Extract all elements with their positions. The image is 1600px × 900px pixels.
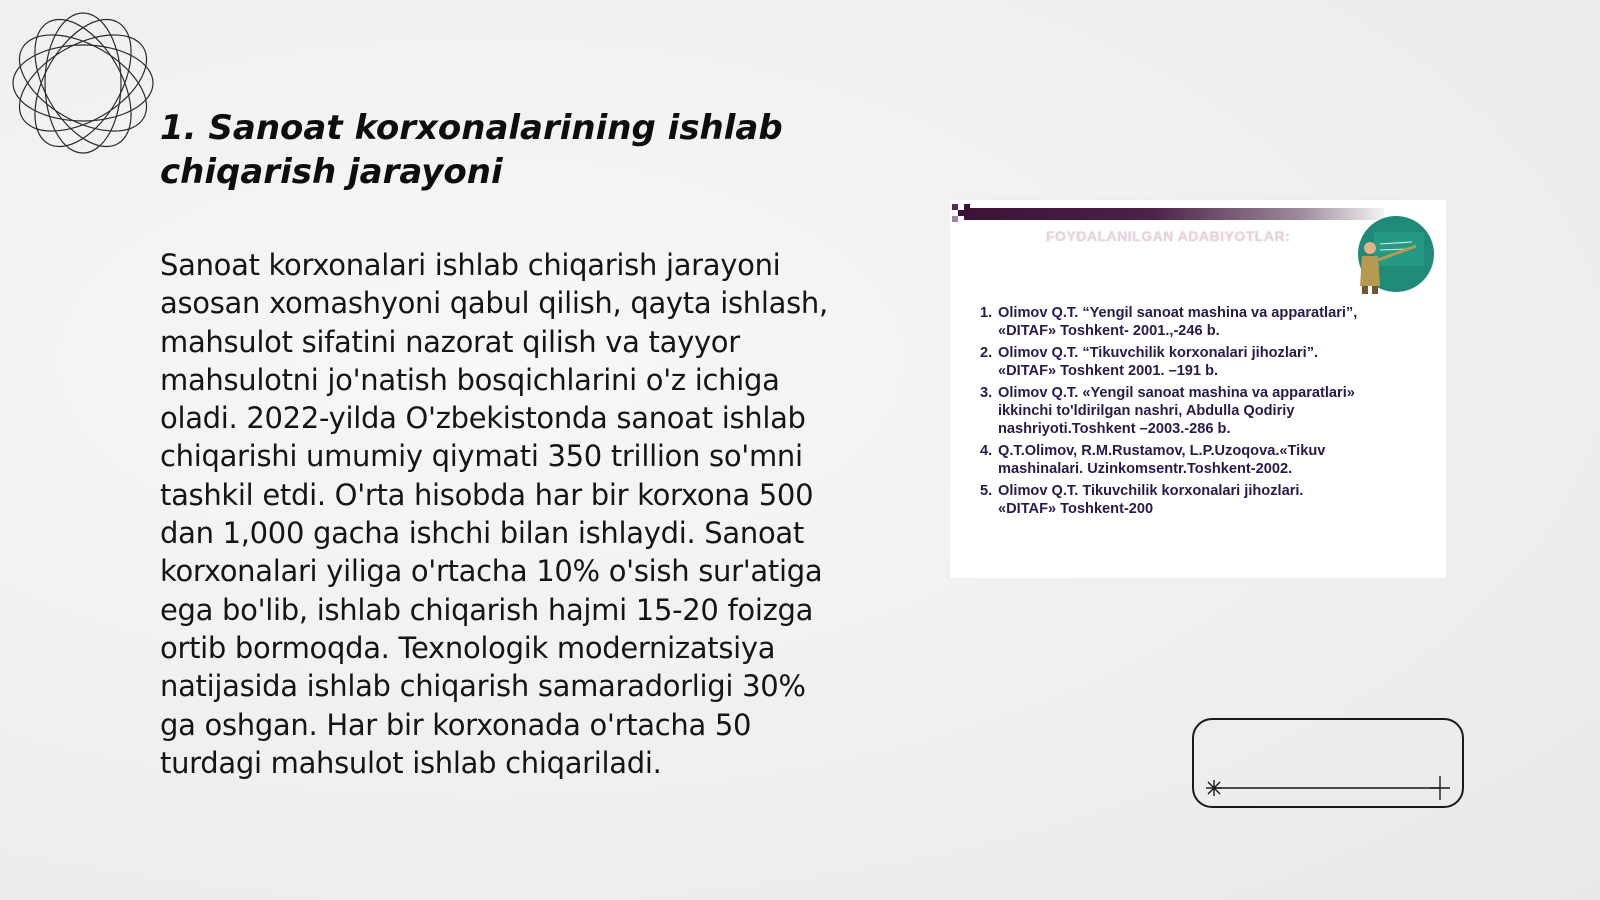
reference-item [980, 482, 1430, 518]
reference-number: 5. [980, 483, 993, 499]
reference-item [980, 384, 1430, 438]
references-heading: FOYDALANILGAN ADABIYOTLAR: [1046, 228, 1291, 244]
sparkle-line-frame-icon [1192, 774, 1464, 804]
reference-text: Olimov Q.T. Tikuvchilik korxonalari jihozlari. «DITAF» Toshkent-200 [998, 483, 1304, 517]
reference-number: 2. [980, 345, 993, 361]
reference-number: 4. [980, 443, 993, 459]
interlaced-circles-icon [10, 10, 156, 156]
reference-item [980, 442, 1430, 478]
teacher-at-board-icon [1350, 216, 1434, 294]
slide-body-text: Sanoat korxonalari ishlab chiqarish jarayoni asosan xomashyoni qabul qilish, qayta ishlash, mahsulot sifatini nazorat qilish va tayyor mahsulotni jo'natish bosqichlarini o'z ichiga oladi. 2022-yilda O'zbekistonda sanoat ishlab chiqarishi umumiy qiymati 350 trillion so'mni tashkil etdi. O'rta hisobda har bir korxona 500 dan 1,000 gacha ishchi bilan ishlaydi. Sanoat korxonalari yiliga o'rtacha 10% o'sish sur'atiga ega bo'lib, ishlab chiqarish hajmi 15-20 foizga ortib bormoqda. Texnologik modernizatsiya natijasida ishlab chiqarish samaradorligi 30% ga oshgan. Har bir korxonada o'rtacha 50 turdagi mahsulot ishlab chiqariladi. [160, 248, 828, 780]
reference-number: 1. [980, 305, 993, 321]
references-image [950, 200, 1446, 578]
reference-item [980, 304, 1430, 340]
reference-number: 3. [980, 385, 993, 401]
reference-text: Q.T.Olimov, R.M.Rustamov, L.P.Uzoqova.«Tikuv mashinalari. Uzinkomsentr.Toshkent-2002. [998, 443, 1326, 477]
slide-title [160, 106, 860, 194]
slide-title-text: 1. Sanoat korxonalarining ishlab chiqarish jarayoni [160, 108, 783, 192]
reference-text: Olimov Q.T. «Yengil sanoat mashina va apparatlari» ikkinchi to'ldirilgan nashri, Abdulla Qodiriy nashriyoti.Toshkent –2003.-286 b. [998, 385, 1355, 437]
reference-text: Olimov Q.T. “Tikuvchilik korxonalari jihozlari”. «DITAF» Toshkent 2001. –191 b. [998, 345, 1319, 379]
reference-text: Olimov Q.T. “Yengil sanoat mashina va apparatlari”, «DITAF» Toshkent- 2001.,-246 b. [998, 305, 1358, 339]
reference-item [980, 344, 1430, 380]
accent-bar [964, 208, 1384, 220]
references-list [980, 304, 1430, 522]
